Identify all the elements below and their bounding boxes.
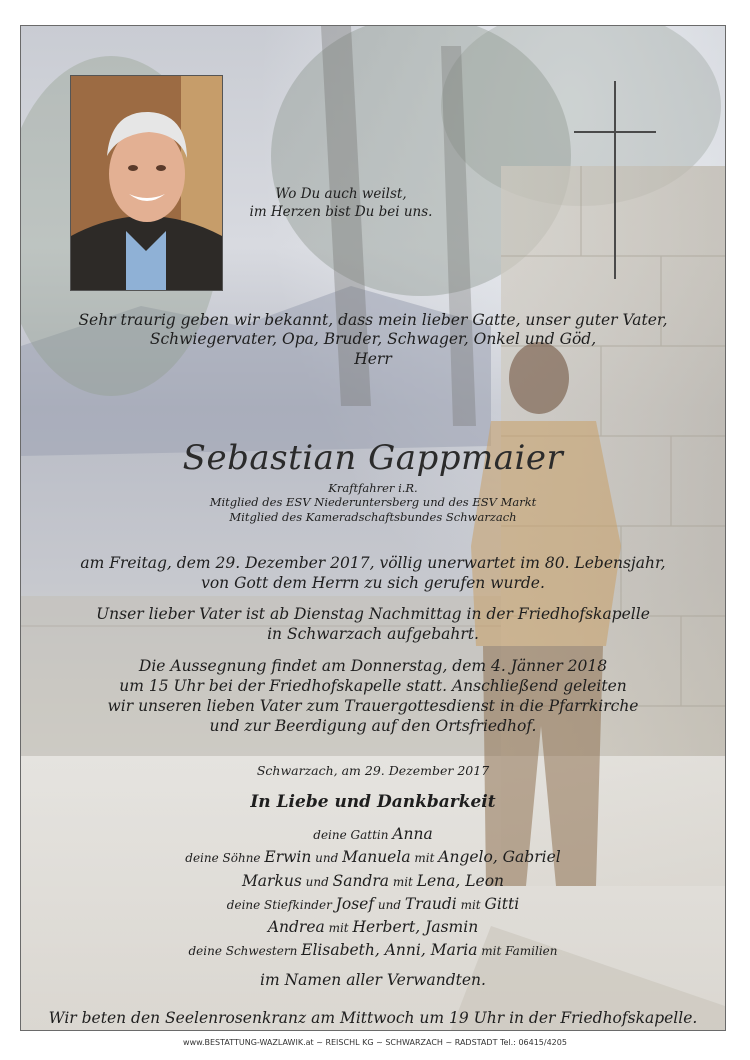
place-date: Schwarzach, am 29. Dezember 2017 [256,763,490,778]
partner-name: Sandra [332,871,390,890]
partner-name: Manuela [342,848,411,867]
membership-line: Mitglied des Kameradschaftsbundes Schwarzach [229,509,517,524]
connector: und [315,851,339,866]
family-step-line1 [21,893,725,916]
family-relatives [21,969,725,992]
rosary-notice: Wir beten den Seelenrosenkranz am Mittwoch um 19 Uhr in der Friedhofskapelle. [48,1009,698,1027]
death-notice [21,553,725,593]
family-step-line2 [21,916,725,939]
laid-out-notice [21,604,725,644]
portrait-photo [70,75,223,291]
connector: und [377,897,402,912]
motto-line: im Herzen bist Du bei uns. [249,203,433,220]
intro-line: Sehr traurig geben wir bekannt, dass mein lieber Gatte, unser guter Vater, [78,311,668,329]
son-name: Erwin [264,848,312,867]
connector: mit [392,874,413,889]
wife-prefix: deine Gattin [313,828,389,842]
family-list [21,823,725,992]
death-notice-line: von Gott dem Herrn zu sich gerufen wurde. [201,574,545,593]
connector: mit [414,851,435,866]
sisters-prefix: deine Schwestern [188,944,298,959]
blessing-line: wir unseren lieben Vater zum Trauergottesdienst in die Pfarrkirche [107,697,639,716]
grandchildren-names: Lena, Leon [416,871,505,890]
family-wife [21,823,725,846]
cross-icon-vertical [614,81,616,279]
membership-line: Mitglied des ESV Niederuntersberg und des ESV Markt [209,495,537,510]
grandchildren-names: Angelo, Gabriel [438,848,561,867]
stepchild-name: Andrea [267,918,325,936]
motto-line: Wo Du auch weilst, [275,186,407,202]
partner-name: Traudi [404,894,457,913]
portrait-image [71,76,222,290]
connector: mit [328,921,349,935]
death-notice-line: am Freitag, dem 29. Dezember 2017, völlig unerwartet im 80. Lebensjahr, [80,554,666,572]
deceased-details [21,481,725,524]
wife-name: Anna [392,825,433,843]
family-sons-line1 [21,846,725,869]
blessing-notice [21,656,725,737]
grandchildren-names: Herbert, Jasmin [352,918,479,936]
sisters-suffix: mit Familien [481,944,558,959]
intro-text [21,311,725,369]
occupation: Kraftfahrer i.R. [328,481,418,495]
cross-icon-horizontal [574,131,656,133]
grandchildren-names: Gitti [484,894,520,913]
motto [231,186,451,221]
connector: mit [460,897,481,912]
relatives-text: im Namen aller Verwandten. [260,970,486,989]
intro-line: Herr [354,349,392,368]
family-sisters [21,939,725,962]
closing-heading: In Liebe und Dankbarkeit [250,792,496,812]
laid-out-line: in Schwarzach aufgebahrt. [267,625,479,644]
deceased-name: Sebastian Gappmaier [182,438,564,478]
intro-line: Schwiegervater, Opa, Bruder, Schwager, Onkel und Göd, [149,330,597,349]
blessing-line: Die Aussegnung findet am Donnerstag, dem 4. Jänner 2018 [138,657,608,675]
family-sons-line2 [21,870,725,893]
footer-imprint: www.BESTATTUNG-WAZLAWIK.at ~ REISCHL KG ~ SCHWARZACH ~ RADSTADT Tel.: 06415/4205 [183,1038,567,1047]
stepchild-name: Josef [335,894,375,913]
blessing-line: um 15 Uhr bei der Friedhofskapelle statt. Anschließend geleiten [119,677,627,696]
step-prefix: deine Stiefkinder [226,897,332,912]
sons-prefix: deine Söhne [185,851,261,866]
obituary-card [20,25,726,1031]
laid-out-line: Unser lieber Vater ist ab Dienstag Nachmittag in der Friedhofskapelle [96,605,650,623]
sisters-names: Elisabeth, Anni, Maria [301,941,478,960]
connector: und [305,874,329,889]
son-name: Markus [241,871,302,890]
blessing-line: und zur Beerdigung auf den Ortsfriedhof. [209,717,537,736]
